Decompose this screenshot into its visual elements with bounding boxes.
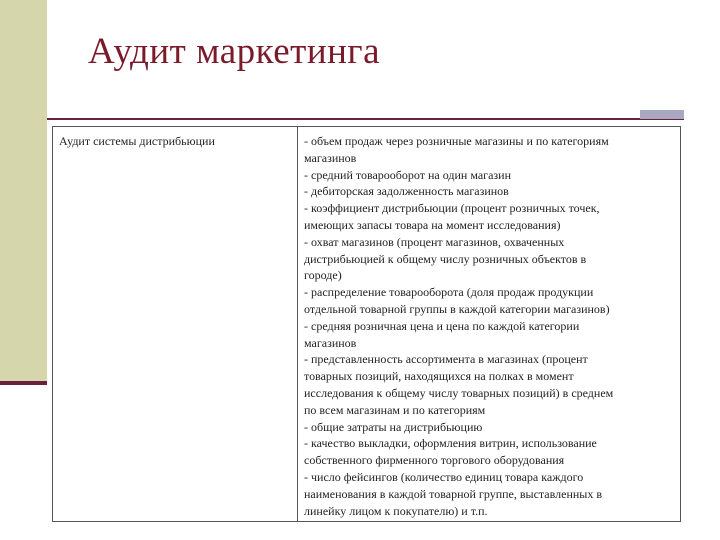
slide-title: Аудит маркетинга [88,31,381,72]
table-row [53,127,681,522]
list-item: товарных позиций, находящихся на полках в момент [304,369,574,384]
right-cell [298,127,681,522]
content-table [52,126,681,522]
list-item: - средний товарооборот на один магазин [304,167,511,182]
list-item: отдельной товарной группы в каждой категории магазинов) [304,301,610,316]
left-cell [53,127,298,522]
list-item: - средняя розничная цена и цена по каждой категории [304,318,580,333]
list-item: наименования в каждой товарной группе, выставленных в [304,486,603,501]
list-item: исследования к общему числу товарных позиций) в среднем [304,385,614,400]
list-item: - распределение товарооборота (доля продаж продукции [304,285,594,300]
list-item: городе) [304,268,342,283]
left-decor-band [0,0,47,383]
list-item: линейку лицом к покупателю) и т.п. [304,503,488,518]
list-item: дистрибьюцией к общему числу розничных объектов в [304,251,587,266]
list-item: магазинов [304,150,357,165]
list-item: - дебиторская задолженность магазинов [304,184,509,199]
title-divider [47,118,684,120]
list-item: - общие затраты на дистрибьюцию [304,419,483,434]
list-item: - коэффициент дистрибьюции (процент розничных точек, [304,201,600,216]
list-item: по всем магазинам и по категориям [304,402,486,417]
list-item: собственного фирменного торгового оборудования [304,453,565,468]
list-item: - охват магазинов (процент магазинов, охваченных [304,234,565,249]
list-item: - число фейсингов (количество единиц товара каждого [304,469,584,484]
left-cell-text: Аудит системы дистрибьюции [59,134,215,148]
title-divider-accent [640,110,684,119]
left-decor-line [0,381,47,385]
list-item: имеющих запасы товара на момент исследования) [304,217,561,232]
list-item: магазинов [304,335,357,350]
list-item: - представленность ассортимента в магазинах (процент [304,352,588,367]
list-item: - качество выкладки, оформления витрин, использование [304,436,597,451]
list-item: - объем продаж через розничные магазины и по категориям [304,134,609,148]
